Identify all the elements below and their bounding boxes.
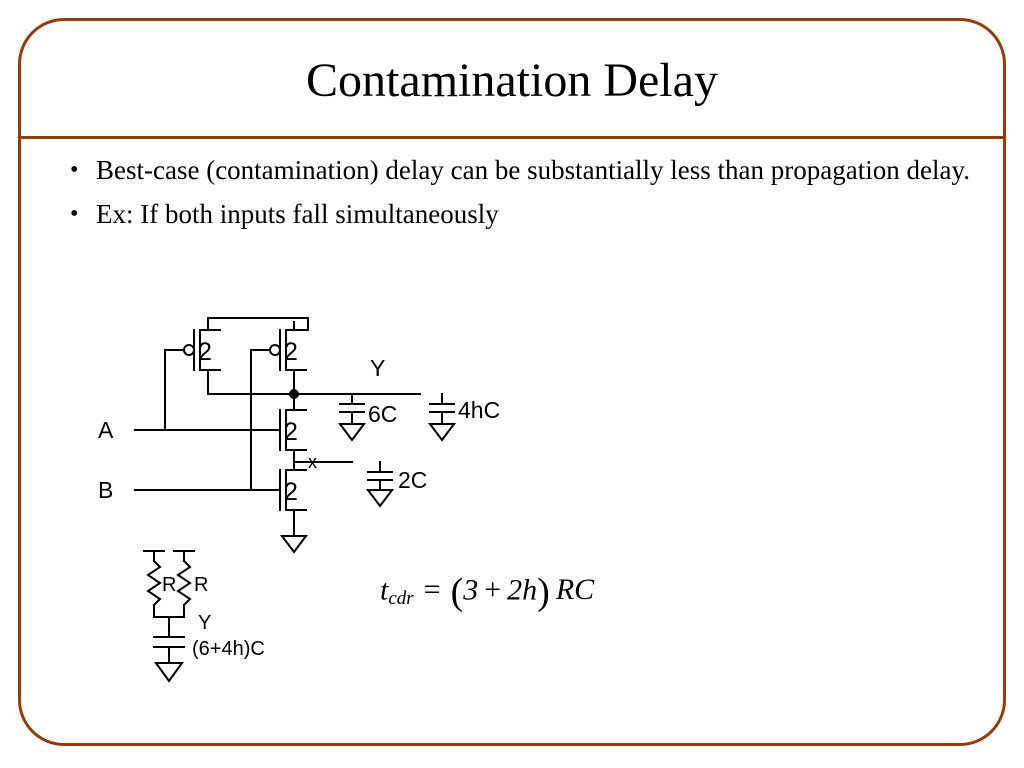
equation-term2: 2 bbox=[507, 573, 523, 607]
title-bar bbox=[21, 21, 1003, 139]
circuit-diagram bbox=[90, 300, 650, 560]
equation-term2-var: h bbox=[522, 573, 538, 607]
equation-plus: + bbox=[484, 573, 502, 607]
bullet-list bbox=[70, 152, 970, 240]
page-title: Contamination Delay bbox=[306, 53, 718, 107]
rc-model-diagram bbox=[130, 545, 350, 715]
rc-model-svg bbox=[130, 545, 350, 715]
bullet-marker: • bbox=[70, 201, 79, 227]
equation-open-paren: ( bbox=[450, 571, 464, 613]
label-nmos1-size: 2 bbox=[284, 418, 298, 446]
label-pmos1-size: 2 bbox=[198, 338, 212, 366]
label-cap-2c: 2C bbox=[398, 467, 428, 493]
equation-close-paren: ) bbox=[537, 571, 550, 613]
label-rc-cap: (6+4h)C bbox=[192, 638, 265, 660]
equation-rhs: RC bbox=[555, 573, 595, 607]
label-node-x: x bbox=[308, 452, 317, 472]
list-item bbox=[70, 196, 970, 232]
label-node-y: Y bbox=[370, 355, 386, 381]
bullet-text: Best-case (contamination) delay can be substantially less than propagation delay. bbox=[96, 155, 970, 185]
label-cap-6c: 6C bbox=[368, 401, 398, 427]
circuit-svg bbox=[90, 300, 650, 560]
list-item bbox=[70, 152, 970, 188]
bullet-marker: • bbox=[70, 157, 79, 183]
bullet-text: Ex: If both inputs fall simultaneously bbox=[96, 199, 499, 229]
equation-equals: = bbox=[423, 573, 441, 607]
output-node-dot bbox=[289, 389, 299, 399]
label-nmos2-size: 2 bbox=[284, 478, 298, 506]
label-cap-4hc: 4hC bbox=[458, 397, 501, 423]
equation bbox=[380, 570, 594, 614]
equation-lhs-sub: cdr bbox=[388, 588, 414, 610]
equation-lhs: t bbox=[380, 573, 389, 607]
label-resistor-left: R bbox=[162, 574, 177, 596]
label-input-a: A bbox=[98, 417, 114, 443]
label-rc-node-y: Y bbox=[198, 612, 212, 634]
label-input-b: B bbox=[98, 477, 114, 503]
label-pmos2-size: 2 bbox=[284, 338, 298, 366]
label-resistor-right: R bbox=[194, 574, 209, 596]
equation-term1: 3 bbox=[463, 573, 479, 607]
